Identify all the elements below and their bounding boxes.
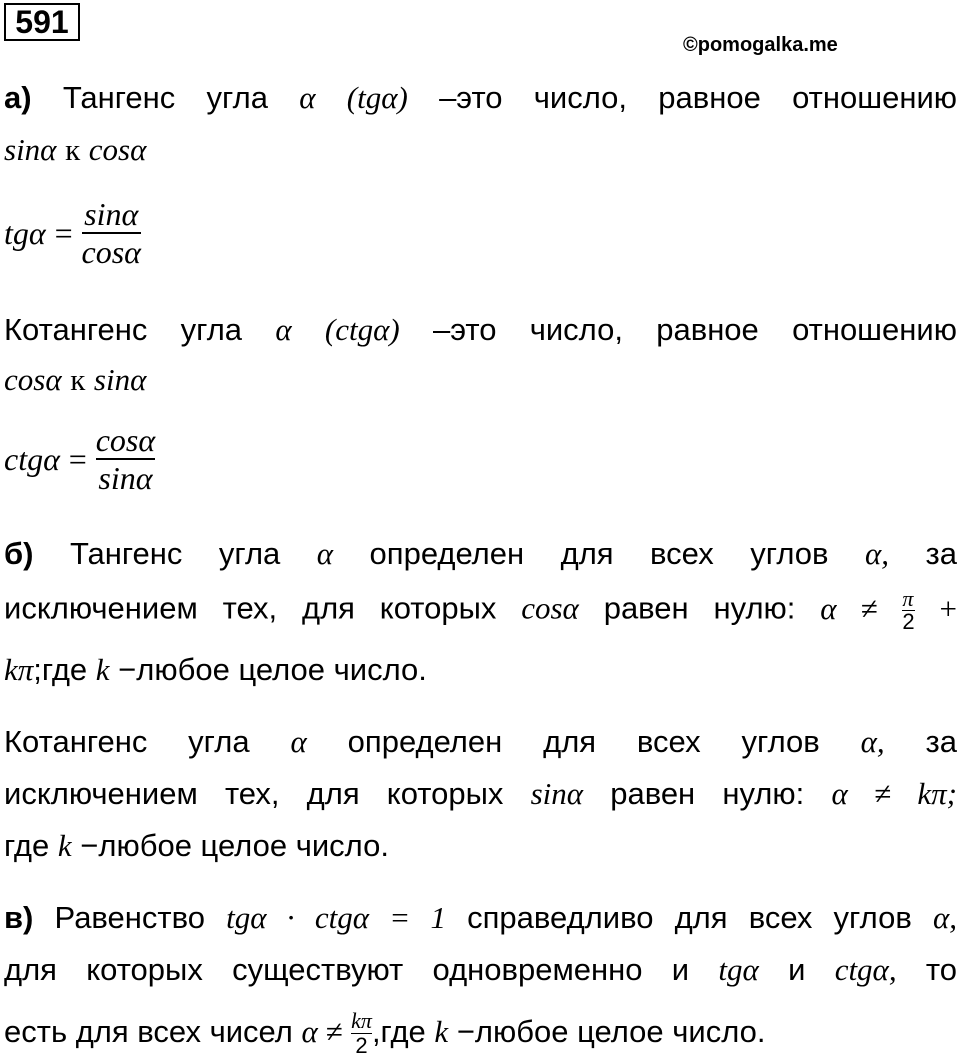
tg-formula: [4, 196, 141, 270]
math-alpha: α,: [864, 536, 889, 571]
math-condition: α ≠ kπ;: [831, 776, 957, 811]
text: исключением тех, для которых: [4, 590, 497, 626]
text: ,где: [371, 1014, 426, 1049]
part-c-line-3: [4, 1004, 766, 1060]
text: Тангенс угла: [62, 80, 268, 115]
text: Котангенс угла: [4, 724, 250, 759]
frac-denominator: 2: [355, 1033, 368, 1059]
text: −любое целое число.: [80, 828, 389, 863]
text: исключением тех, для которых: [4, 776, 504, 811]
text: Тангенс угла: [69, 536, 281, 571]
text: и: [788, 952, 806, 987]
math-alpha: α: [290, 724, 307, 759]
math-alpha: α: [316, 536, 334, 571]
math-k: k: [57, 828, 72, 863]
part-b-label: б): [4, 536, 34, 571]
ctg-formula: [4, 422, 155, 496]
text: определен для всех углов: [347, 724, 820, 759]
ctg-fraction: [96, 422, 155, 496]
text: справедливо для всех углов: [467, 900, 912, 935]
math-neq: α ≠: [820, 590, 878, 626]
math-alpha: α,: [860, 724, 885, 759]
text: Котангенс угла: [4, 312, 243, 347]
math-eq: =: [68, 441, 87, 477]
text: –это число, равное отношению: [432, 312, 957, 347]
text: Равенство: [54, 900, 205, 935]
part-c-label: в): [4, 900, 34, 935]
part-a-label: а): [4, 80, 32, 115]
math-sin: sinα: [530, 776, 584, 811]
watermark: ©pomogalka.me: [683, 34, 838, 56]
math-ctg: (ctgα): [324, 312, 400, 347]
tg-denominator: cosα: [81, 234, 141, 270]
part-b-line-5: [4, 774, 957, 814]
math-expression: tgα · ctgα = 1: [226, 900, 446, 935]
frac-denominator: 2: [902, 609, 915, 634]
part-a-line-4: [4, 360, 146, 400]
pi-over-2-fraction: [902, 588, 914, 633]
math-plus: +: [939, 590, 957, 626]
math-kpi: kπ: [4, 652, 34, 687]
math-sin: sinα: [4, 132, 57, 167]
text: равен нулю:: [603, 590, 796, 626]
text: для которых существуют одновременно и: [4, 952, 690, 987]
math-tg: (tgα): [346, 80, 408, 115]
math-k: k: [95, 652, 110, 687]
text: где: [4, 828, 50, 863]
tg-numerator: sinα: [84, 196, 139, 232]
text: определен для всех углов: [369, 536, 829, 571]
tg-fraction: [82, 196, 141, 270]
math-alpha: α,: [932, 900, 957, 935]
ctg-numerator: cosα: [95, 422, 156, 458]
text: то: [925, 952, 957, 987]
text: за: [925, 724, 957, 759]
problem-number: 591: [4, 3, 80, 41]
math-eq: =: [54, 215, 73, 251]
text: равен нулю:: [610, 776, 805, 811]
text: есть для всех чисел: [4, 1014, 293, 1049]
math-tg: tgα: [718, 952, 759, 987]
math-alpha: α: [299, 80, 316, 115]
part-c-line-1: [4, 898, 957, 938]
part-b-line-4: [4, 722, 957, 762]
math-alpha: α: [275, 312, 292, 347]
ctg-denominator: sinα: [98, 460, 153, 496]
math-cos: cosα: [88, 132, 147, 167]
part-b-line-3: [4, 650, 427, 690]
part-a-line-2: [4, 130, 146, 170]
text: –это число, равное отношению: [439, 80, 958, 115]
text: к: [70, 362, 86, 397]
math-cos: cosα: [4, 362, 62, 397]
text: −любое целое число.: [456, 1014, 766, 1049]
part-b-line-2: [4, 588, 957, 633]
text: к: [65, 132, 81, 167]
math-tg-lhs: tgα: [4, 215, 46, 251]
text: ;где: [33, 652, 88, 687]
text: за: [925, 536, 957, 571]
part-c-line-2: [4, 950, 957, 990]
part-b-line-6: [4, 826, 389, 866]
frac-numerator: kπ: [351, 1008, 372, 1034]
part-a-line-3: [4, 310, 957, 350]
math-ctg-lhs: ctgα: [4, 441, 60, 477]
part-b-line-1: [4, 534, 957, 574]
math-neq: α ≠: [301, 1014, 343, 1049]
frac-numerator: π: [902, 586, 914, 611]
math-k: k: [434, 1014, 449, 1049]
kpi-over-2-fraction: [351, 1009, 372, 1058]
part-a-line-1: [4, 78, 957, 118]
math-cos: cosα: [521, 590, 579, 626]
math-sin: sinα: [93, 362, 147, 397]
math-ctg: ctgα,: [834, 952, 897, 987]
text: −любое целое число.: [118, 652, 427, 687]
